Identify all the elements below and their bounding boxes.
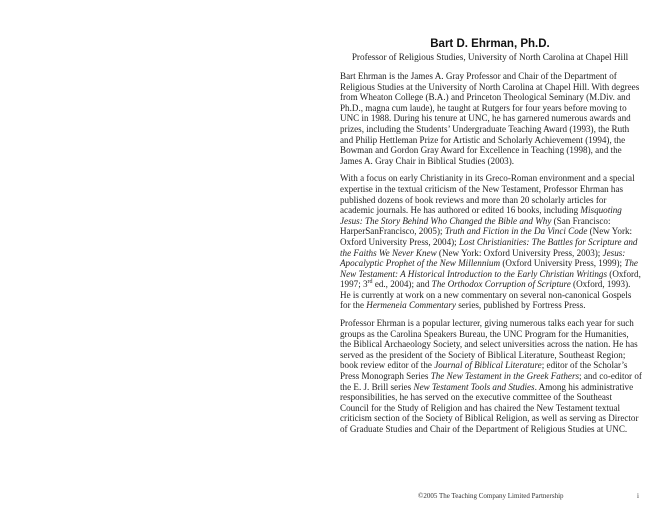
book-title: The New Testament in the Greek Fathers [430,371,580,382]
book-title: Hermeneia Commentary [366,300,456,311]
page-number: i [637,492,639,500]
text-run: (Oxford, 1993). He is currently at work on a new commentary on several non-canonical Gospels for the [340,279,632,311]
text-run: With a focus on early Christianity in its Greco-Roman environment and a special expertise in the textual criticism of the New Testament, Professor Ehrman has published dozens of book reviews and more than 20 scholarly articles for academic journals. He has authored or edited 16 books, including [340,173,635,216]
text-run: series, published by Fortress Press. [455,300,586,311]
author-title: Professor of Religious Studies, University of North Carolina at Chapel Hill [351,52,629,62]
text-run: (Oxford, 1997; 3 [340,268,641,290]
text-run: ed., 2004); and [372,279,432,290]
bio-paragraph-3 [340,318,642,435]
book-title: The Orthodox Corruption of Scripture [431,279,571,290]
text-run: ; editor of the Scholar’s Press Monograph Series [340,360,628,382]
bio-header [340,38,640,62]
book-title: Truth and Fiction in the Da Vinci Code [444,226,588,237]
biography-body [340,71,642,442]
book-title: Misquoting Jesus: The Story Behind Who Changed the Bible and Why [340,205,622,226]
bio-paragraph-1 [340,71,642,166]
author-name: Bart D. Ehrman, Ph.D. [430,38,550,50]
book-title: New Testament Tools and Studies [413,381,535,392]
book-title: Jesus: Apocalyptic Prophet of the New Millennium [340,247,626,269]
text-run: (New York: Oxford University Press, 2003); [436,247,603,258]
copyright-footer: ©2005 The Teaching Company Limited Partnership [418,492,564,500]
text-run: Professor Ehrman is a popular lecturer, giving numerous talks each year for such groups as the Carolina Speakers Bureau, the UNC Program for the Humanities, the Biblical Archaeology Society, and select universities across the nation. He has served as the president of the Society of Biblical Literature, Southeast Region; book review editor of the [340,318,638,371]
text-run: (New York: Oxford University Press, 2004); [340,226,633,247]
text-run: . Among his administrative responsibilities, he has served on the executive committee of the Southeast Council for the Study of Religion and has chaired the New Testament textual criticism section of the Society of Biblical Religion, as well as serving as Director of Graduate Studies and Chair of the Department of Religious Studies at UNC. [340,381,639,434]
book-title: Lost Christianities: The Battles for Scripture and the Faiths We Never Knew [340,236,638,258]
text-run: ; and co-editor of the E. J. Brill series [340,371,642,392]
text-run: (Oxford University Press, 1999); [500,258,625,269]
text-run: Bart Ehrman is the James A. Gray Professor and Chair of the Department of Religious Studies at the University of North Carolina at Chapel Hill. With degrees from Wheaton College (B.A.) and Princeton Theological Seminary (M.Div. and Ph.D., magna cum laude), he taught at Rutgers for four years before moving to UNC in 1988. During his tenure at UNC, he has garnered numerous awards and prizes, including the Students’ Undergraduate Teaching Award (1993), the Ruth and Philip Hettleman Prize for Artistic and Scholarly Achievement (1994), the Bowman and Gordon Gray Award for Excellence in Teaching (1998), and the James A. Gray Chair in Biblical Studies (2003). [340,71,640,166]
ordinal-suffix: rd [367,279,373,286]
bio-paragraph-2 [340,173,642,311]
book-title: Journal of Biblical Literature [434,360,542,371]
book-title: The New Testament: A Historical Introduction to the Early Christian Writings [340,258,638,279]
text-run: (San Francisco: HarperSanFrancisco, 2005); [340,215,611,237]
